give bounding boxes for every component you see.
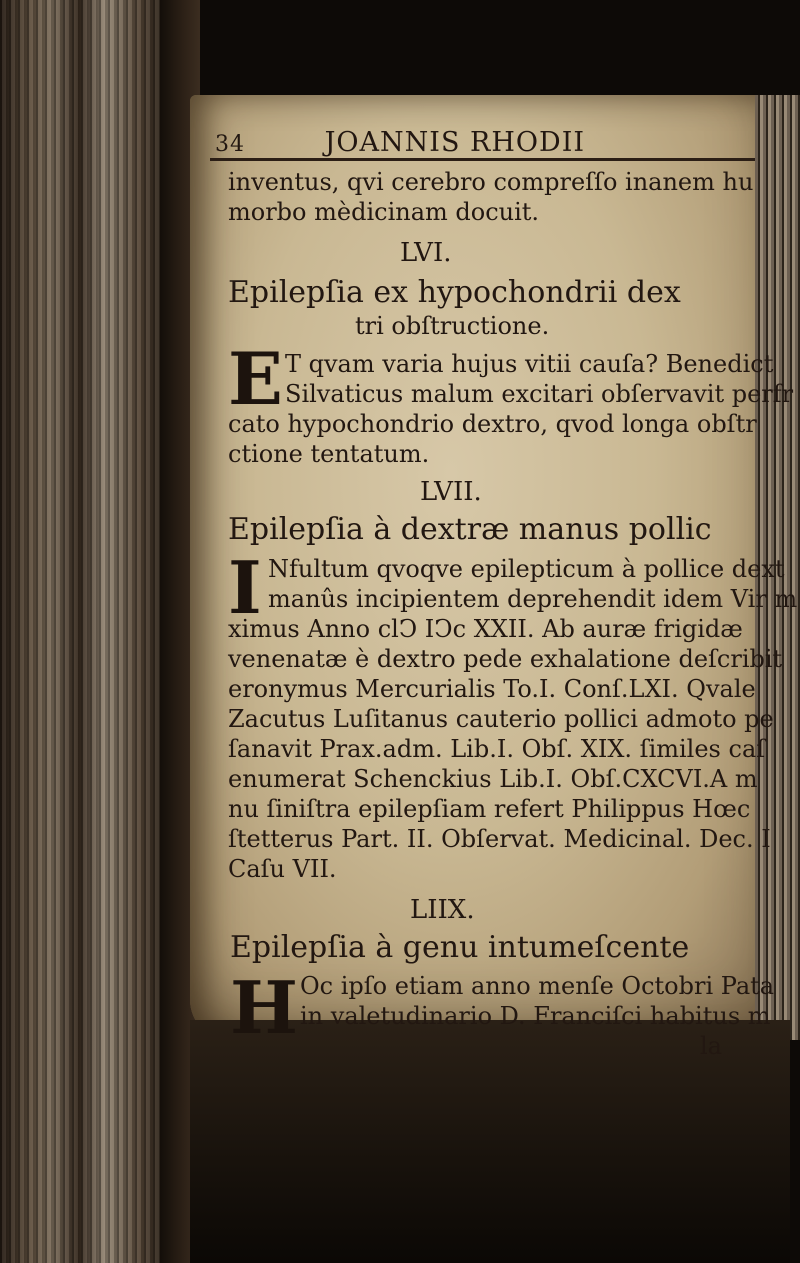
text-line: enumerat Schenckius Lib.I. Obſ.CXCVI.A m <box>228 765 758 793</box>
section-heading: Epilepſia ex hypochondrii dex <box>228 275 681 310</box>
section-number: LVII. <box>420 477 482 507</box>
section-heading: Epilepſia à genu intumeſcente <box>230 930 690 965</box>
text-line: ſtetterus Part. II. Obſervat. Medicinal. Dec. I <box>228 825 771 853</box>
dropcap-h: H <box>230 965 299 1050</box>
dropcap-i: I <box>228 545 262 630</box>
text-line: inventus, qvi cerebro compreſſo inanem hu <box>228 168 754 196</box>
text-line: cato hypochondrio dextro, qvod longa obſtr <box>228 410 757 438</box>
text-line: ximus Anno clↃ IↃc XXII. Ab auræ frigidæ <box>228 615 743 643</box>
running-title: JOANNIS RHODII <box>324 127 586 158</box>
text-line: manûs incipientem deprehendit idem Vir m <box>268 585 798 613</box>
text-line: Caſu VII. <box>228 855 337 883</box>
section-number: LVI. <box>400 238 452 268</box>
text-line: in valetudinario D. Franciſci habitus m <box>300 1002 771 1030</box>
text-line: Nfultum qvoqve epilepticum à pollice dext <box>268 555 785 583</box>
text-line: Zacutus Luſitanus cauterio pollici admoto pe <box>228 705 774 733</box>
dropcap-e: E <box>228 336 283 421</box>
text-line: Oc ipſo etiam anno menſe Octobri Pata <box>300 972 775 1000</box>
section-number: LIIX. <box>410 895 475 925</box>
text-line: Silvaticus malum excitari obſervavit perfr <box>285 380 794 408</box>
text-line: eronymus Mercurialis To.I. Conſ.LXI. Qvale <box>228 675 756 703</box>
text-line: ctione tentatum. <box>228 440 430 468</box>
page-edge-stripes <box>0 0 175 1263</box>
text-line: ſanavit Prax.adm. Lib.I. Obſ. XIX. ſimiles caſ <box>228 735 766 763</box>
section-heading-cont: tri obſtructione. <box>355 312 550 340</box>
text-line: la <box>700 1032 722 1060</box>
page-number: 34 <box>215 132 245 157</box>
running-header <box>215 127 585 158</box>
text-line: venenatæ è dextro pede exhalatione deſcribit <box>228 645 783 673</box>
section-heading: Epilepſia à dextræ manus pollic <box>228 512 712 547</box>
text-line: nu ſiniſtra epilepſiam refert Philippus Hœc <box>228 795 751 823</box>
text-line: morbo mèdicinam docuit. <box>228 198 540 226</box>
header-rule <box>210 158 755 161</box>
text-line: T qvam varia hujus vitii cauſa? Benedict <box>285 350 774 378</box>
